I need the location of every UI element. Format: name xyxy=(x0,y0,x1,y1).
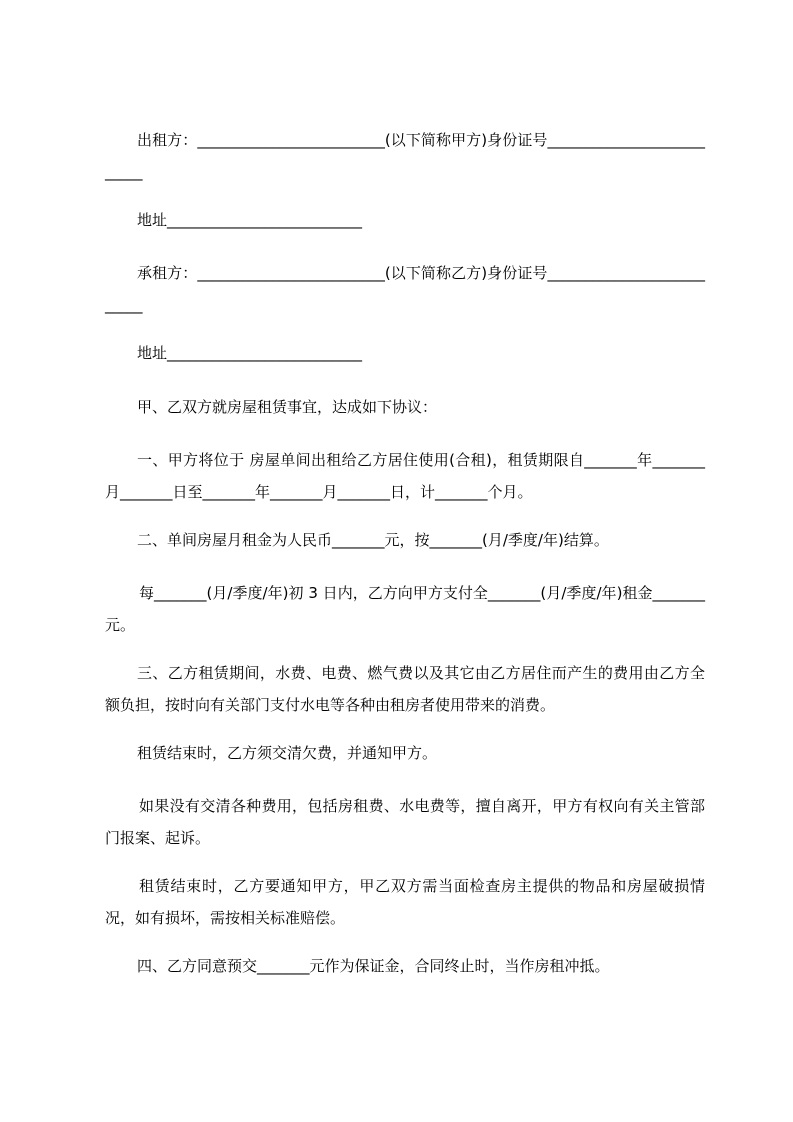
clause-1-paragraph: 一、甲方将位于 房屋单间出租给乙方居住使用(合租)，租赁期限自_______年_______月_______日至_______年_______月_______日，计_______个月。 xyxy=(105,451,705,501)
lease-end-fees-paragraph: 租赁结束时，乙方须交清欠费，并通知甲方。 xyxy=(137,744,438,762)
lessor-paragraph: 出租方：_________________________(以下简称甲方)身份证号__________________________ xyxy=(105,131,705,181)
lessee-address-paragraph: 地址__________________________ xyxy=(137,344,363,362)
clause-2-paragraph: 二、单间房屋月租金为人民币_______元，按_______(月/季度/年)结算。 xyxy=(137,531,609,549)
inspection-paragraph: 租赁结束时，乙方要通知甲方，甲乙双方需当面检查房主提供的物品和房屋破损情况，如有损坏，需按相关标准赔偿。 xyxy=(105,877,705,927)
payment-schedule-paragraph: 每_______(月/季度/年)初 3 日内，乙方向甲方支付全_______(月/季度/年)租金_______元。 xyxy=(105,584,705,634)
lessee-paragraph: 承租方：_________________________(以下简称乙方)身份证号__________________________ xyxy=(105,264,705,314)
clause-3-paragraph: 三、乙方租赁期间，水费、电费、燃气费以及其它由乙方居住而产生的费用由乙方全额负担，按时向有关部门支付水电等各种由租房者使用带来的消费。 xyxy=(105,664,705,714)
clause-4-paragraph: 四、乙方同意预交_______元作为保证金，合同终止时，当作房租冲抵。 xyxy=(137,957,610,975)
lessor-address-paragraph: 地址__________________________ xyxy=(137,211,363,229)
unpaid-fees-paragraph: 如果没有交清各种费用，包括房租费、水电费等，擅自离开，甲方有权向有关主管部门报案、起诉。 xyxy=(105,797,705,847)
agreement-intro-paragraph: 甲、乙双方就房屋租赁事宜，达成如下协议： xyxy=(137,398,438,416)
